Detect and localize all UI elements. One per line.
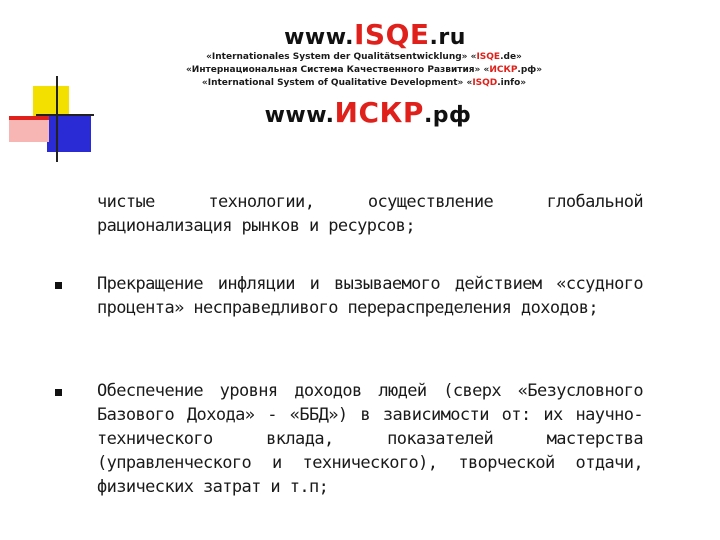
bullet-icon xyxy=(55,389,62,396)
site-url-bottom[interactable] xyxy=(16,96,720,129)
site-top-suffix: .ru xyxy=(429,25,466,50)
site-bottom-brand: ИСКР xyxy=(334,96,424,129)
subtitle-line-1: «Internationales System der Qualitätsentwicklung» «ISQE.de» xyxy=(206,52,522,62)
paragraph-income: Обеспечение уровня доходов людей (сверх «Безусловного Базового Дохода» - «ББД») в зависимости от: их научно-технического вклада, показателей мастерства (управленческого и технического), творческой отдачи, физических затрат и т.п; xyxy=(97,381,643,497)
subtitle-line-2: «Интернациональная Система Качественного Развития» «ИСКР.рф» xyxy=(185,65,543,75)
site-url-top[interactable] xyxy=(30,18,720,51)
subtitle-lines xyxy=(8,51,720,90)
site-bottom-suffix: .рф xyxy=(423,103,472,128)
header-logo-block xyxy=(0,18,720,129)
subtitle-line-3: «International System of Qualitative Development» «ISQD.info» xyxy=(201,78,527,88)
site-top-brand: ISQE xyxy=(354,18,430,51)
paragraph-inflation: Прекращение инфляции и вызываемого действием «ссудного процента» несправедливого перераспределения доходов; xyxy=(97,274,643,318)
bullet-icon xyxy=(55,282,62,289)
site-top-prefix: www. xyxy=(284,25,355,50)
site-bottom-prefix: www. xyxy=(264,103,335,128)
paragraph-continuation: чистые технологии, осуществление глобальной рационализация рынков и ресурсов; xyxy=(97,192,643,236)
